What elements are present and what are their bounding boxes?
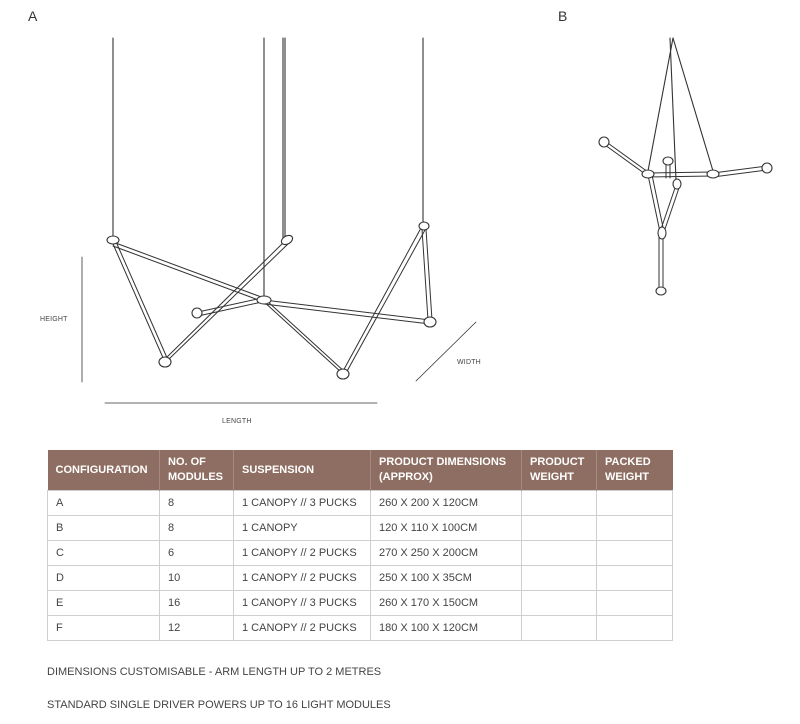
table-header-row <box>48 450 673 491</box>
table-row <box>48 616 673 641</box>
cell-product-weight <box>522 566 597 591</box>
cell-suspension: 1 CANOPY // 3 PUCKS <box>234 491 371 516</box>
cell-configuration: C <box>48 541 160 566</box>
cell-packed-weight <box>597 541 673 566</box>
cell-product-weight <box>522 516 597 541</box>
cell-modules: 8 <box>160 516 234 541</box>
cell-packed-weight <box>597 516 673 541</box>
cell-dimensions: 250 X 100 X 35CM <box>371 566 522 591</box>
header-packed-weight: PACKED WEIGHT <box>597 450 673 491</box>
cell-modules: 10 <box>160 566 234 591</box>
cell-suspension: 1 CANOPY // 2 PUCKS <box>234 616 371 641</box>
cell-packed-weight <box>597 616 673 641</box>
width-label: WIDTH <box>457 359 481 366</box>
cell-dimensions: 270 X 250 X 200CM <box>371 541 522 566</box>
header-dimensions: PRODUCT DIMENSIONS (APPROX) <box>371 450 522 491</box>
cell-product-weight <box>522 616 597 641</box>
cell-packed-weight <box>597 491 673 516</box>
header-product-weight: PRODUCT WEIGHT <box>522 450 597 491</box>
height-label: HEIGHT <box>40 316 68 323</box>
cell-suspension: 1 CANOPY // 2 PUCKS <box>234 541 371 566</box>
table-row <box>48 566 673 591</box>
cell-packed-weight <box>597 591 673 616</box>
figure-b-label: B <box>558 8 568 24</box>
cell-product-weight <box>522 491 597 516</box>
figure-a-label: A <box>28 8 38 24</box>
configuration-a-drawing <box>82 38 476 403</box>
table-row <box>48 516 673 541</box>
note-driver: STANDARD SINGLE DRIVER POWERS UP TO 16 LIGHT MODULES <box>47 699 391 711</box>
configuration-b-drawing <box>599 38 772 295</box>
table-row <box>48 541 673 566</box>
cell-product-weight <box>522 591 597 616</box>
table-row <box>48 591 673 616</box>
length-label: LENGTH <box>222 418 252 425</box>
cell-suspension: 1 CANOPY <box>234 516 371 541</box>
cell-configuration: A <box>48 491 160 516</box>
cell-dimensions: 180 X 100 X 120CM <box>371 616 522 641</box>
specification-table <box>47 450 673 641</box>
cell-packed-weight <box>597 566 673 591</box>
cell-suspension: 1 CANOPY // 3 PUCKS <box>234 591 371 616</box>
cell-configuration: E <box>48 591 160 616</box>
cell-dimensions: 260 X 200 X 120CM <box>371 491 522 516</box>
cell-configuration: B <box>48 516 160 541</box>
cell-dimensions: 120 X 110 X 100CM <box>371 516 522 541</box>
table-row <box>48 491 673 516</box>
header-suspension: SUSPENSION <box>234 450 371 491</box>
cell-modules: 12 <box>160 616 234 641</box>
header-modules: NO. OF MODULES <box>160 450 234 491</box>
cell-modules: 6 <box>160 541 234 566</box>
cell-configuration: D <box>48 566 160 591</box>
cell-product-weight <box>522 541 597 566</box>
cell-modules: 16 <box>160 591 234 616</box>
cell-dimensions: 260 X 170 X 150CM <box>371 591 522 616</box>
cell-suspension: 1 CANOPY // 2 PUCKS <box>234 566 371 591</box>
cell-configuration: F <box>48 616 160 641</box>
cell-modules: 8 <box>160 491 234 516</box>
note-customisable: DIMENSIONS CUSTOMISABLE - ARM LENGTH UP TO 2 METRES <box>47 666 382 678</box>
header-configuration: CONFIGURATION <box>48 450 160 491</box>
